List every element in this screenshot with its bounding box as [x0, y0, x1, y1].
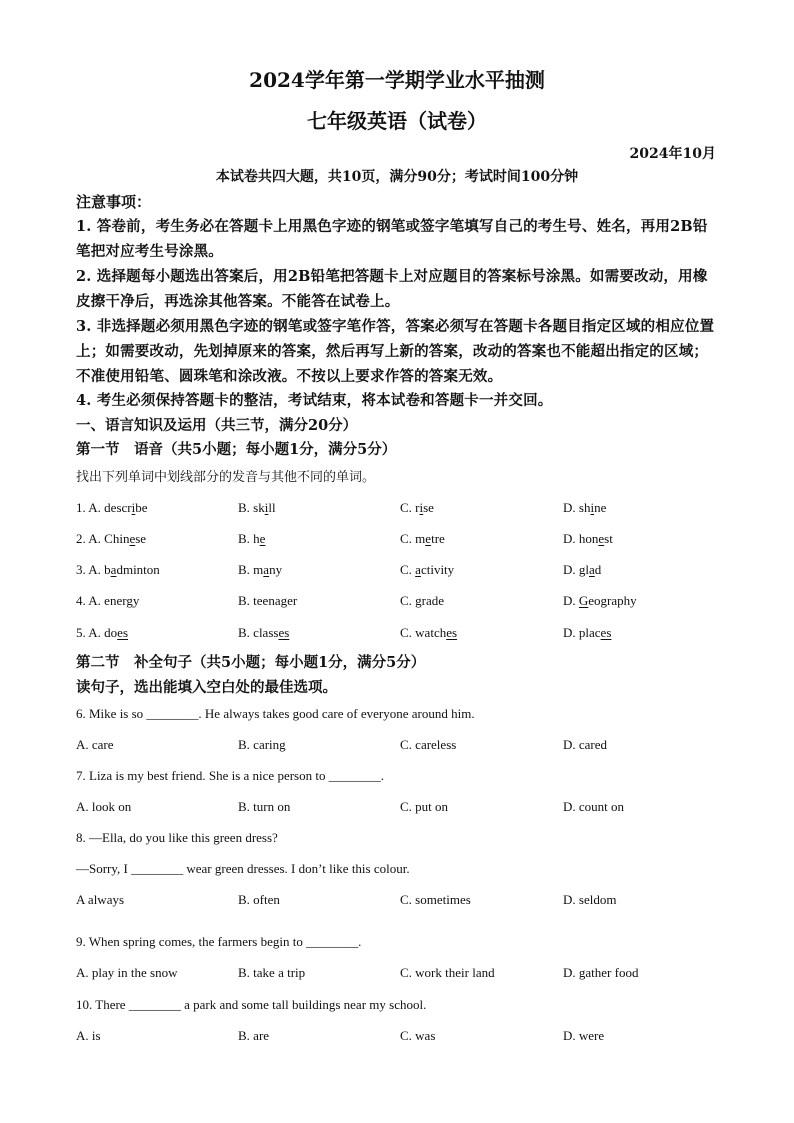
option-d: D. gather food [563, 965, 639, 980]
notice-item-4: 4. 考生必须保持答题卡的整洁，考试结束，将本试卷和答题卡一并交回。 [76, 392, 553, 409]
option-a: 3. A. badminton [76, 562, 160, 577]
option-b: B. skill [238, 500, 276, 515]
option-c: C. work their land [400, 965, 495, 980]
option-a: 5. A. does [76, 625, 129, 640]
option-a: A always [76, 892, 125, 907]
option-d: D. places [563, 625, 612, 640]
option-b: B. often [238, 892, 280, 907]
question-8-options [0, 892, 794, 912]
option-a: A. is [76, 1028, 101, 1043]
option-b: B. he [238, 531, 266, 546]
option-b: B. are [238, 1028, 270, 1043]
phonics-question-5 [0, 625, 794, 645]
phonics-question-3 [0, 562, 794, 582]
question-6-stem: 6. Mike is so ________. He always takes good care of everyone around him. [76, 706, 475, 721]
question-10-stem: 10. There ________ a park and some tall buildings near my school. [76, 997, 427, 1012]
option-a: A. look on [76, 799, 132, 814]
option-c: C. was [400, 1028, 436, 1043]
option-d: D. Geography [563, 593, 637, 608]
phonics-question-1 [0, 500, 794, 520]
option-b: B. classes [238, 625, 290, 640]
option-d: D. seldom [563, 892, 617, 907]
option-b: B. many [238, 562, 283, 577]
question-9-stem: 9. When spring comes, the farmers begin to ________. [76, 934, 362, 949]
notice-item-3: 3. 非选择题必须用黑色字迹的钢笔或签字笔作答，答案必须写在答题卡各题目指定区域的相应位置上；如需要改动，先划掉原来的答案，然后再写上新的答案，改动的答案也不能超出指定的区域；不准使用铅笔、圆珠笔和涂改液。不按以上要求作答的答案无效。 [76, 318, 715, 385]
notice-heading: 注意事项： [76, 193, 152, 211]
exam-date: 2024年10月 [629, 146, 716, 162]
option-a: 1. A. describe [76, 500, 148, 515]
section2-heading: 第二节 补全句子（共5小题；每小题1分，满分5分） [76, 654, 426, 671]
option-d: D. shine [563, 500, 607, 515]
option-b: B. caring [238, 737, 286, 752]
option-c: C. sometimes [400, 892, 471, 907]
option-a: A. play in the snow [76, 965, 178, 980]
phonics-question-2 [0, 531, 794, 551]
option-b: B. teenager [238, 593, 298, 608]
question-6-options [0, 737, 794, 757]
question-10-options [0, 1028, 794, 1048]
notice-item-1: 1. 答卷前，考生务必在答题卡上用黑色字迹的钢笔或签字笔填写自己的考生号、姓名，再用2B铅笔把对应考生号涂黑。 [76, 218, 708, 260]
part-heading: 一、语言知识及运用（共三节，满分20分） [76, 417, 358, 434]
option-c: C. metre [400, 531, 445, 546]
option-c: C. activity [400, 562, 455, 577]
exam-title: 2024学年第一学期学业水平抽测 [249, 68, 545, 92]
option-b: B. take a trip [238, 965, 306, 980]
section1-instruction: 找出下列单词中划线部分的发音与其他不同的单词。 [76, 470, 376, 485]
exam-subtitle: 七年级英语（试卷） [307, 109, 487, 133]
question-7-options [0, 799, 794, 819]
section2-instruction: 读句子，选出能填入空白处的最佳选项。 [76, 679, 337, 696]
option-c: C. careless [400, 737, 457, 752]
section1-heading: 第一节 语音（共5小题；每小题1分，满分5分） [76, 441, 397, 458]
option-c: C. put on [400, 799, 449, 814]
option-d: D. count on [563, 799, 625, 814]
option-c: C. watches [400, 625, 458, 640]
option-a: 4. A. energy [76, 593, 140, 608]
question-9-options [0, 965, 794, 985]
option-d: D. were [563, 1028, 605, 1043]
notice-item-2: 2. 选择题每小题选出答案后，用2B铅笔把答题卡上对应题目的答案标号涂黑。如需要改动，用橡皮擦干净后，再选涂其他答案。不能答在试卷上。 [76, 268, 708, 310]
option-d: D. glad [563, 562, 602, 577]
option-d: D. honest [563, 531, 613, 546]
phonics-question-4 [0, 593, 794, 613]
option-a: A. care [76, 737, 114, 752]
exam-info: 本试卷共四大题，共10页，满分90分；考试时间100分钟 [215, 169, 579, 185]
option-c: C. rise [400, 500, 434, 515]
question-8-stem: 8. —Ella, do you like this green dress? [76, 830, 278, 845]
option-a: 2. A. Chinese [76, 531, 147, 546]
option-d: D. cared [563, 737, 608, 752]
question-8-reply: —Sorry, I ________ wear green dresses. I don’t like this colour. [76, 861, 410, 876]
question-7-stem: 7. Liza is my best friend. She is a nice person to ________. [76, 768, 384, 783]
option-c: C. grade [400, 593, 445, 608]
option-b: B. turn on [238, 799, 291, 814]
